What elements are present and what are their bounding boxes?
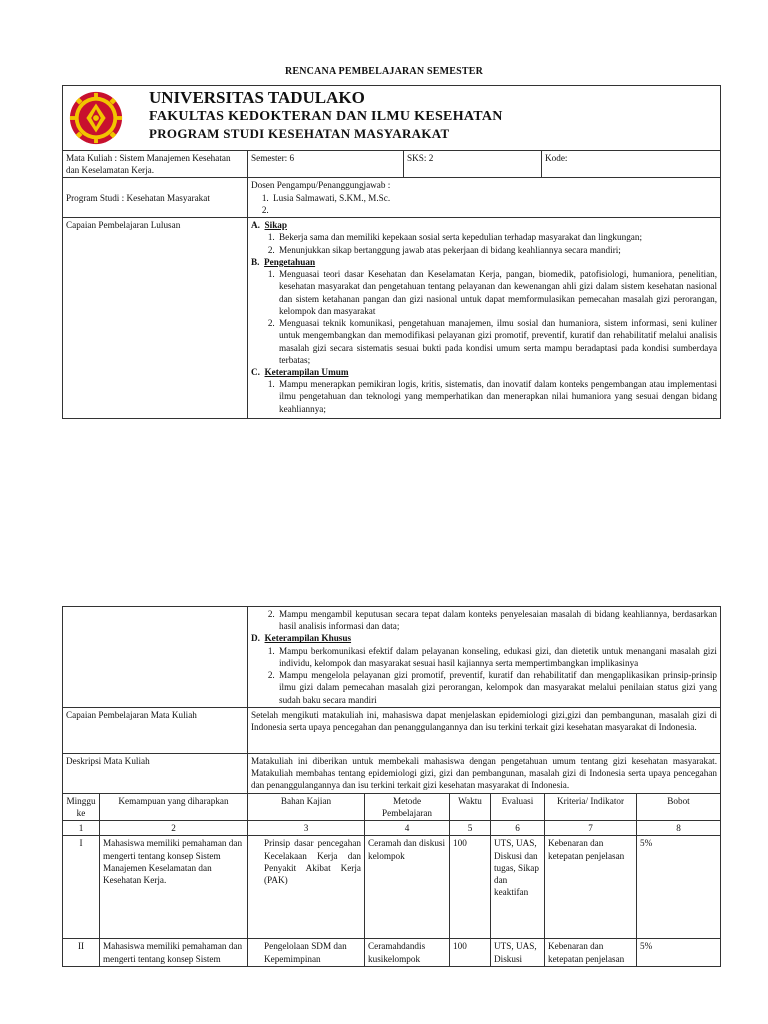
list-item: 2. Menunjukkan sikap bertanggung jawab atas pekerjaan di bidang keahliannya secara mandiri;: [277, 244, 717, 256]
column-header: Kriteria/ Indikator: [545, 793, 637, 820]
dosen-cell: [248, 178, 721, 218]
semester-cell: Semester: 6: [248, 151, 404, 178]
column-number: 8: [637, 821, 721, 836]
university-logo-icon: [67, 90, 125, 146]
sks-cell: SKS: 2: [404, 151, 542, 178]
cpl-content: [248, 218, 721, 419]
university-name: UNIVERSITAS TADULAKO: [149, 88, 365, 107]
deskripsi-text: Matakuliah ini diberikan untuk membekali mahasiswa dengan pengetahuan umum tentang gizi kesehatan masyarakat. Matakuliah membahas tentang epidemiologi gizi, gizi dan pembangunan, masalah gizi di Indonesia serta upaya pencegahan dan penanggulangannya dan isu terkini terkait gizi kesehatan masyarakat di Indonesia.: [248, 753, 721, 793]
rps-detail-table: [62, 606, 721, 967]
metode-cell: Ceramah dan diskusi kelompok: [365, 836, 450, 939]
column-number: 7: [545, 821, 637, 836]
column-number: 6: [491, 821, 545, 836]
section-c-heading: C. Keterampilan Umum: [251, 366, 349, 377]
cpl-label: Capaian Pembelajaran Lulusan: [63, 218, 248, 419]
column-number: 1: [63, 821, 100, 836]
bahan-cell: Prinsip dasar pencegahan Kecelakaan Kerja dan Penyakit Akibat Kerja (PAK): [248, 836, 365, 939]
kemampuan-cell: Mahasiswa memiliki pemahaman dan mengerti tentang konsep Sistem: [100, 939, 248, 966]
kriteria-cell: Kebenaran dan ketepatan penjelasan: [545, 939, 637, 966]
list-item: 2. Mampu mengambil keputusan secara tepat dalam konteks penyelesaian masalah di bidang keahliannya, berdasarkan hasil analisis informasi dan data;: [277, 608, 717, 632]
page-title: RENCANA PEMBELAJARAN SEMESTER: [284, 66, 484, 77]
header-block: [63, 86, 721, 151]
waktu-cell: 100: [450, 836, 491, 939]
rps-header-table: [62, 85, 721, 419]
week-cell: I: [63, 836, 100, 939]
cpmk-text: Setelah mengikuti matakuliah ini, mahasiswa dapat menjelaskan epidemiologi gizi,gizi dan pembangunan, masalah gizi di Indonesia serta upaya pencegahan dan penanggulangannya dan isu terkini terkait gizi kesehatan masyarakat di Indonesia.: [248, 707, 721, 753]
kemampuan-cell: Mahasiswa memiliki pemahaman dan mengerti tentang konsep Sistem Manajemen Keselamatan dan Kesehatan Kerja.: [100, 836, 248, 939]
bobot-cell: 5%: [637, 836, 721, 939]
cpmk-label: Capaian Pembelajaran Mata Kuliah: [63, 707, 248, 753]
list-item: 1. Menguasai teori dasar Kesehatan dan Keselamatan Kerja, pangan, biomedik, patofisiologi, humaniora, penelitian, kesehatan masyarakat dan pengetahuan tentang pelayanan dan kewenangan ahli gizi dalam sistem kesehatan nasional dan sistem ketahanan pangan dan gizi nasional untuk dapat memformulasikan pemecahan masalah gizi perorangan, kelompok dan masyarakat: [277, 268, 717, 317]
column-header: Bahan Kajian: [248, 793, 365, 820]
section-b-heading: B. Pengetahuan: [251, 256, 316, 267]
deskripsi-label: Deskripsi Mata Kuliah: [63, 753, 248, 793]
kriteria-cell: Kebenaran dan ketepatan penjelasan: [545, 836, 637, 939]
week-cell: II: [63, 939, 100, 966]
column-number: 5: [450, 821, 491, 836]
column-header: Waktu: [450, 793, 491, 820]
program-studi-cell: Program Studi : Kesehatan Masyarakat: [63, 178, 248, 218]
column-number: 3: [248, 821, 365, 836]
university-logo: [63, 86, 147, 150]
column-header: Kemampuan yang diharapkan: [100, 793, 248, 820]
cpl-label-continued: [63, 607, 248, 708]
metode-cell: Ceramahdandis kusikelompok: [365, 939, 450, 966]
list-item: 1. Mampu menerapkan pemikiran logis, kritis, sistematis, dan inovatif dalam konteks pengembangan atau implementasi ilmu pengetahuan dan teknologi yang memperhatikan dan menerapkan nilai humaniora yang sesuai dengan bidang keahliannya;: [277, 378, 717, 415]
list-item: 1. Mampu berkomunikasi efektif dalam pelayanan konseling, edukasi gizi, dan dietetik untuk menangani masalah gizi individu, kelompok dan masyarakat sesuai hasil kajiannya serta mempertimbangkan implikasinya: [277, 645, 717, 669]
section-d-heading: D. Keterampilan Khusus: [251, 633, 352, 644]
column-header: Minggu ke: [63, 793, 100, 820]
list-item: 1. Bekerja sama dan memiliki kepekaan sosial serta kepedulian terhadap masyarakat dan lingkungan;: [277, 231, 717, 243]
faculty-name: FAKULTAS KEDOKTERAN DAN ILMU KESEHATAN: [149, 109, 503, 124]
column-number: 4: [365, 821, 450, 836]
dosen-item: [271, 204, 717, 216]
evaluasi-cell: UTS, UAS, Diskusi: [491, 939, 545, 966]
evaluasi-cell: UTS, UAS, Diskusi dan tugas, Sikap dan keaktifan: [491, 836, 545, 939]
bahan-cell: Pengelolaan SDM dan Kepemimpinan: [248, 939, 365, 966]
kode-cell: Kode:: [542, 151, 721, 178]
list-item: 2. Menguasai teknik komunikasi, pengetahuan manajemen, ilmu sosial dan humaniora, sistem informasi, seni kuliner untuk mengembangkan dan memodifikasi pelayanan gizi promotif, preventif, kuratif dan rehabilitatif melalui analisis masalah gizi secara sistematis sesuai bukti pada kondisi umum serta mampu beradaptasi pada kondisi sumberdaya terbatas;: [277, 317, 717, 366]
column-header: Evaluasi: [491, 793, 545, 820]
cpl-content-continued: [248, 607, 721, 708]
bobot-cell: 5%: [637, 939, 721, 966]
dosen-label: Dosen Pengampu/Penanggungjawab :: [251, 180, 391, 191]
program-name: PROGRAM STUDI KESEHATAN MASYARAKAT: [149, 126, 450, 141]
section-a-heading: A. Sikap: [251, 220, 288, 231]
table-row: [63, 836, 721, 939]
waktu-cell: 100: [450, 939, 491, 966]
dosen-item: 1. Lusia Salmawati, S.KM., M.Sc.: [271, 192, 717, 204]
column-number: 2: [100, 821, 248, 836]
list-item: 2. Mampu mengelola pelayanan gizi promotif, preventif, kuratif dan rehabilitatif dan mengaplikasikan prinsip-prinsip ilmu gizi dalam pemecahan masalah gizi perorangan, kelompok dan masyarakat melalui penilaian status gizi yang sudah baku secara mandiri: [277, 669, 717, 706]
mata-kuliah-cell: Mata Kuliah : Sistem Manajemen Kesehatan dan Keselamatan Kerja.: [63, 151, 248, 178]
table-row: [63, 939, 721, 966]
column-header: Metode Pembelajaran: [365, 793, 450, 820]
column-header: Bobot: [637, 793, 721, 820]
